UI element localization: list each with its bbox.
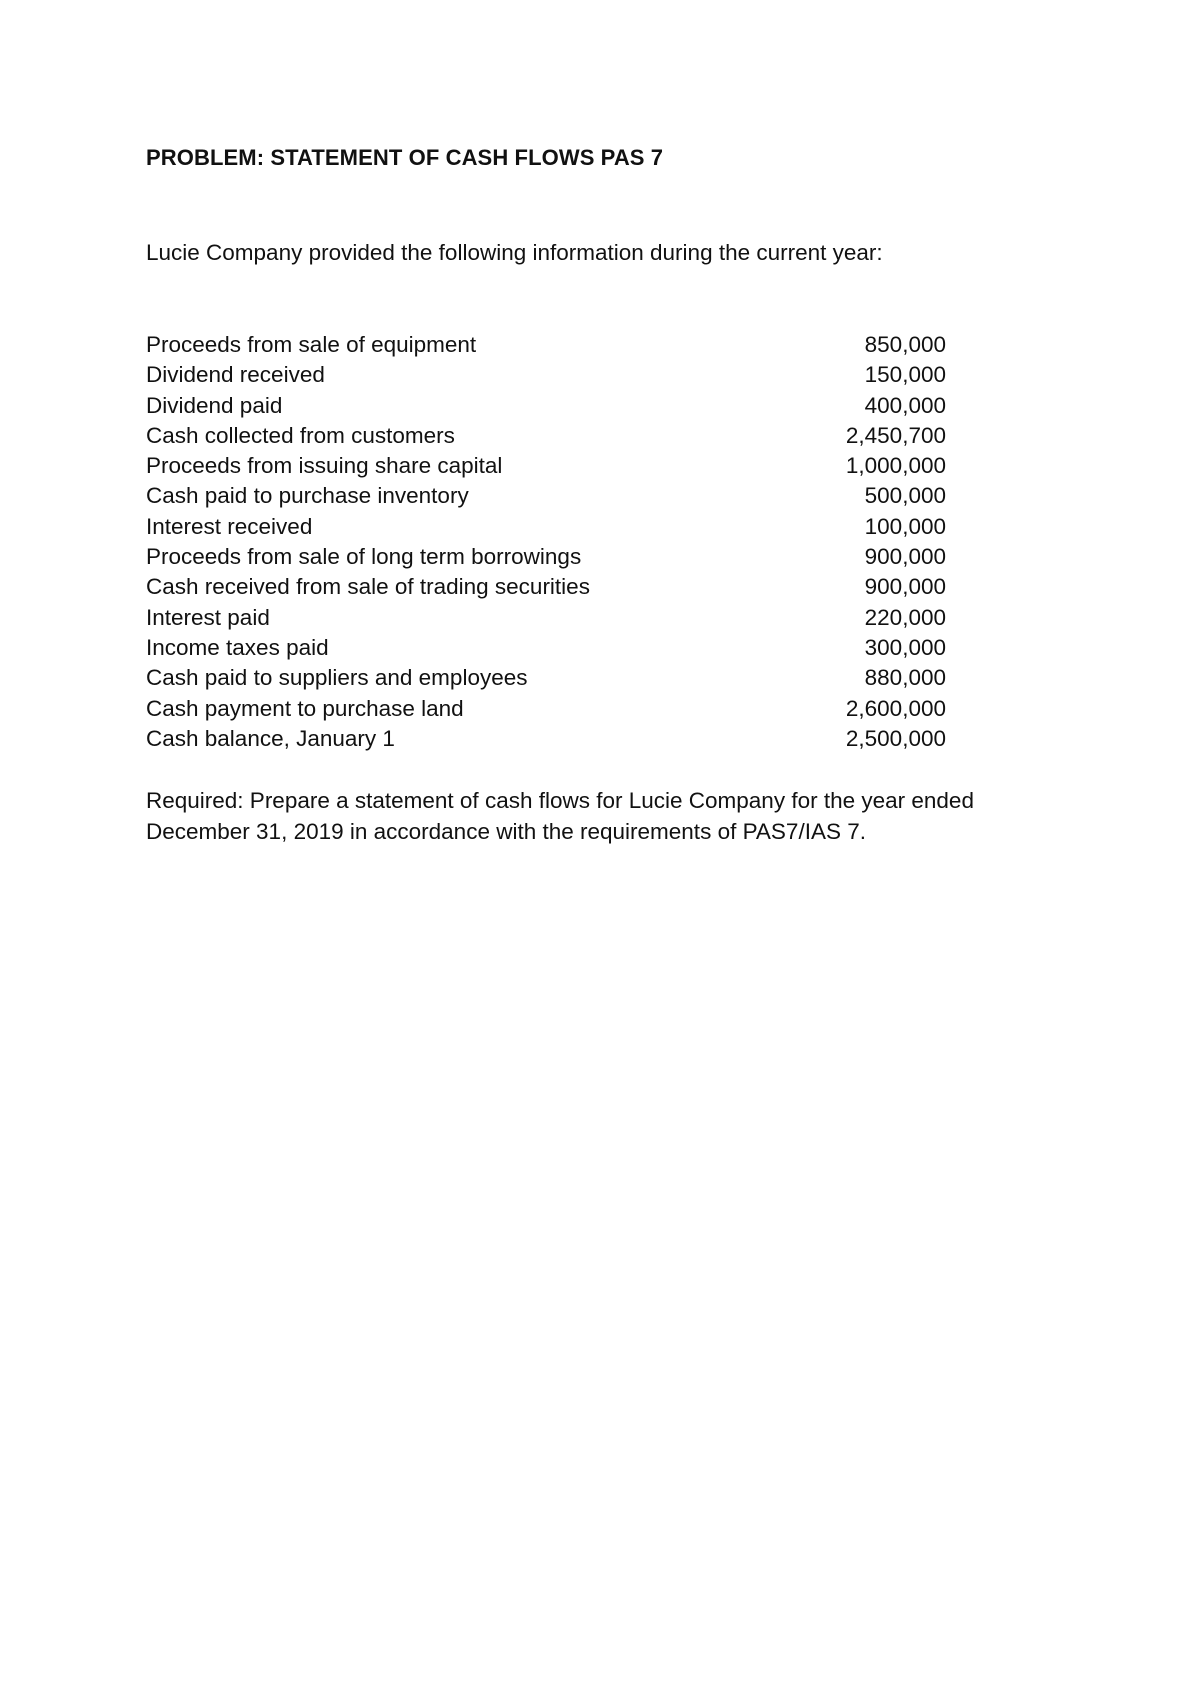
item-label: Interest paid	[146, 604, 270, 630]
item-amount: 2,450,700	[845, 422, 946, 448]
item-amount: 150,000	[864, 362, 946, 388]
item-label: Interest received	[146, 513, 313, 539]
item-label: Cash paid to purchase inventory	[146, 483, 469, 509]
item-amount: 850,000	[864, 332, 946, 357]
intro-text: Lucie Company provided the following information during the current year:	[146, 240, 883, 265]
item-amount: 900,000	[864, 544, 946, 570]
item-amount: 500,000	[864, 483, 946, 509]
list-item	[146, 330, 946, 360]
item-label: Cash received from sale of trading securities	[146, 574, 590, 600]
item-amount: 880,000	[864, 665, 946, 691]
list-item	[146, 391, 946, 421]
item-amount: 2,600,000	[845, 695, 946, 721]
item-label: Proceeds from sale of equipment	[146, 332, 477, 357]
item-amount: 400,000	[864, 392, 946, 418]
list-item	[146, 694, 946, 724]
item-amount: 2,500,000	[845, 725, 946, 751]
cash-flow-items-list	[146, 330, 946, 754]
list-item	[146, 633, 946, 663]
required-line-2: December 31, 2019 in accordance with the requirements of PAS7/IAS 7.	[146, 819, 866, 844]
list-item	[146, 512, 946, 542]
item-label: Dividend received	[146, 362, 325, 388]
item-amount: 900,000	[864, 574, 946, 600]
item-label: Cash collected from customers	[146, 422, 455, 448]
list-item	[146, 572, 946, 602]
list-item	[146, 542, 946, 572]
item-label: Proceeds from sale of long term borrowings	[146, 544, 582, 570]
item-amount: 220,000	[864, 604, 946, 630]
item-label: Cash paid to suppliers and employees	[146, 665, 528, 691]
item-label: Cash balance, January 1	[146, 725, 395, 751]
item-label: Dividend paid	[146, 392, 283, 418]
item-label: Cash payment to purchase land	[146, 695, 464, 721]
list-item	[146, 724, 946, 754]
list-item	[146, 421, 946, 451]
item-amount: 300,000	[864, 634, 946, 660]
list-item	[146, 360, 946, 390]
list-item	[146, 451, 946, 481]
item-label: Proceeds from issuing share capital	[146, 453, 503, 479]
required-line-1: Required: Prepare a statement of cash flows for Lucie Company for the year ended	[146, 788, 974, 813]
list-item	[146, 663, 946, 693]
problem-title: PROBLEM: STATEMENT OF CASH FLOWS PAS 7	[146, 145, 664, 170]
item-label: Income taxes paid	[146, 634, 329, 660]
item-amount: 100,000	[864, 513, 946, 539]
list-item	[146, 481, 946, 511]
item-amount: 1,000,000	[845, 453, 946, 479]
list-item	[146, 603, 946, 633]
required-instruction	[146, 785, 1046, 847]
